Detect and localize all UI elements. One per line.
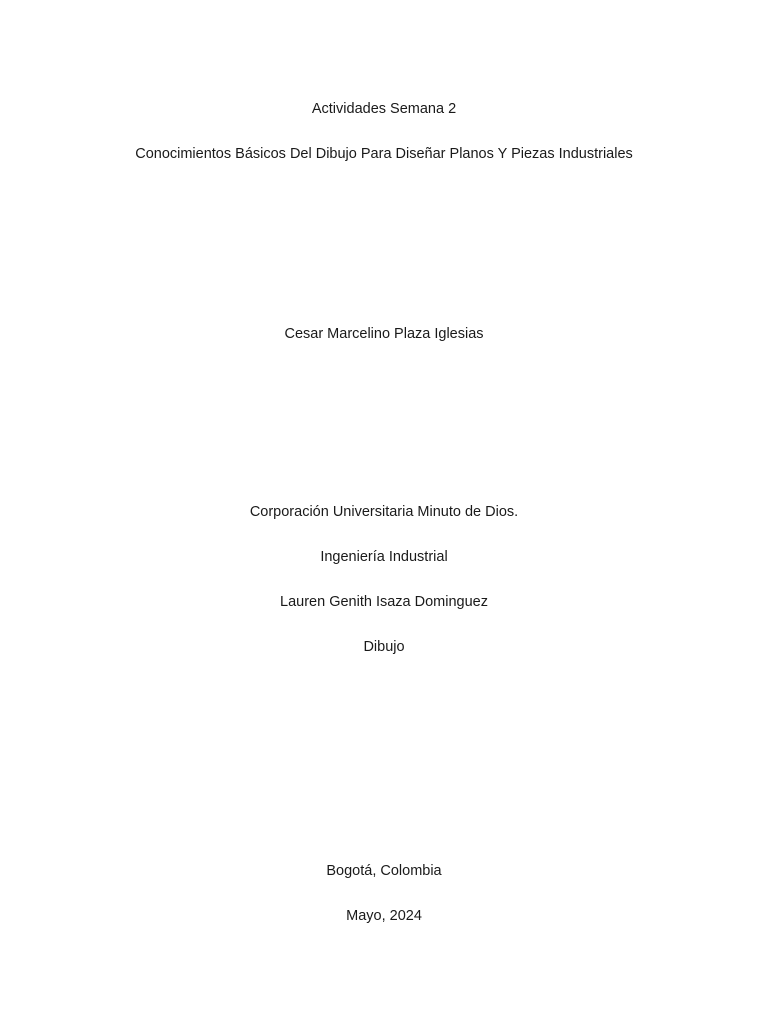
document-date: Mayo, 2024 (346, 908, 422, 924)
program-name: Ingeniería Industrial (320, 549, 448, 565)
document-subtitle: Conocimientos Básicos Del Dibujo Para Diseñar Planos Y Piezas Industriales (135, 146, 633, 162)
document-title: Actividades Semana 2 (311, 101, 457, 117)
author-name: Cesar Marcelino Plaza Iglesias (284, 326, 484, 342)
location: Bogotá, Colombia (326, 863, 442, 879)
teacher-name: Lauren Genith Isaza Dominguez (280, 594, 488, 610)
course-name: Dibujo (363, 639, 405, 655)
institution-name: Corporación Universitaria Minuto de Dios. (249, 504, 519, 520)
